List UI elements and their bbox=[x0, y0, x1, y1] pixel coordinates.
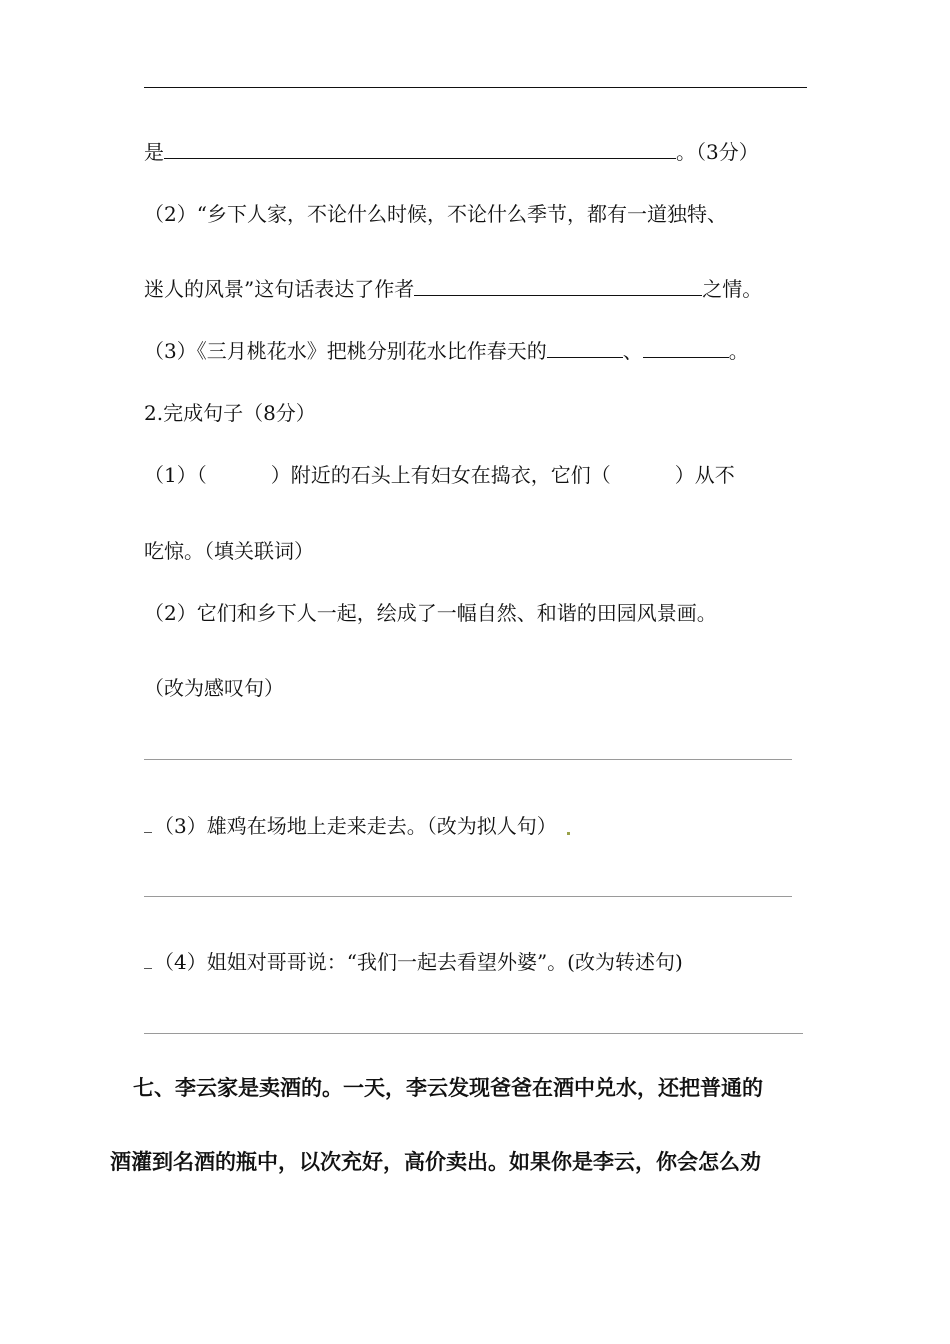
question-1-3-prefix: （3）《三月桃花水》把桃分别花水比作春天的 bbox=[144, 339, 547, 363]
fill-blank-line-1 bbox=[144, 138, 759, 166]
sentence-2-line-2: （改为感叹句） bbox=[144, 676, 284, 700]
underscore-mark bbox=[144, 968, 152, 969]
answer-line-sentence-3[interactable] bbox=[144, 896, 792, 897]
section-7-line-2: 酒灌到名酒的瓶中，以次充好，高价卖出。如果你是李云，你会怎么劝 bbox=[110, 1150, 761, 1174]
sentence-3-text: （3）雄鸡在场地上走来走去。（改为拟人句） bbox=[154, 814, 557, 838]
underscore-mark bbox=[144, 832, 152, 833]
sentence-1-part-b: ）附近的石头上有妇女在捣衣，它们（ bbox=[270, 463, 611, 487]
fill-blank-prefix: 是 bbox=[144, 140, 164, 164]
sentence-4 bbox=[144, 948, 683, 976]
sentence-1-line-2: 吃惊。（填关联词） bbox=[144, 539, 314, 563]
question-1-2-prefix: 迷人的风景”这句话表达了作者 bbox=[144, 277, 415, 301]
fill-blank-3[interactable] bbox=[547, 337, 623, 358]
section-2-title: 2.完成句子（8分） bbox=[144, 401, 316, 425]
question-1-3 bbox=[144, 337, 749, 365]
question-1-2-line-1: （2）“乡下人家，不论什么时候，不论什么季节，都有一道独特、 bbox=[144, 202, 727, 226]
stray-dot bbox=[567, 832, 570, 835]
sentence-1-part-a: （1）（ bbox=[144, 463, 207, 487]
question-1-3-separator: 、 bbox=[622, 339, 643, 363]
fill-blank-suffix: 。（3分） bbox=[676, 140, 759, 164]
question-1-2-line-2 bbox=[144, 275, 762, 303]
fill-blank-4[interactable] bbox=[643, 337, 729, 358]
answer-line-sentence-4[interactable] bbox=[144, 1033, 803, 1034]
sentence-1-part-c: ）从不 bbox=[674, 463, 735, 487]
question-1-3-end: 。 bbox=[728, 339, 749, 363]
sentence-4-text: （4）姐姐对哥哥说：“我们一起去看望外婆”。(改为转述句) bbox=[154, 950, 683, 974]
answer-line-sentence-2[interactable] bbox=[144, 759, 792, 760]
sentence-1-line-1 bbox=[144, 461, 735, 489]
question-1-2-suffix: 之情。 bbox=[702, 277, 763, 301]
sentence-3 bbox=[144, 812, 570, 840]
sentence-2-line-1: （2）它们和乡下人一起，绘成了一幅自然、和谐的田园风景画。 bbox=[144, 601, 717, 625]
top-answer-line bbox=[144, 87, 807, 88]
fill-blank-1[interactable] bbox=[164, 138, 676, 159]
fill-blank-2[interactable] bbox=[414, 275, 702, 296]
section-7-line-1: 七、李云家是卖酒的。一天，李云发现爸爸在酒中兑水，还把普通的 bbox=[133, 1076, 763, 1100]
